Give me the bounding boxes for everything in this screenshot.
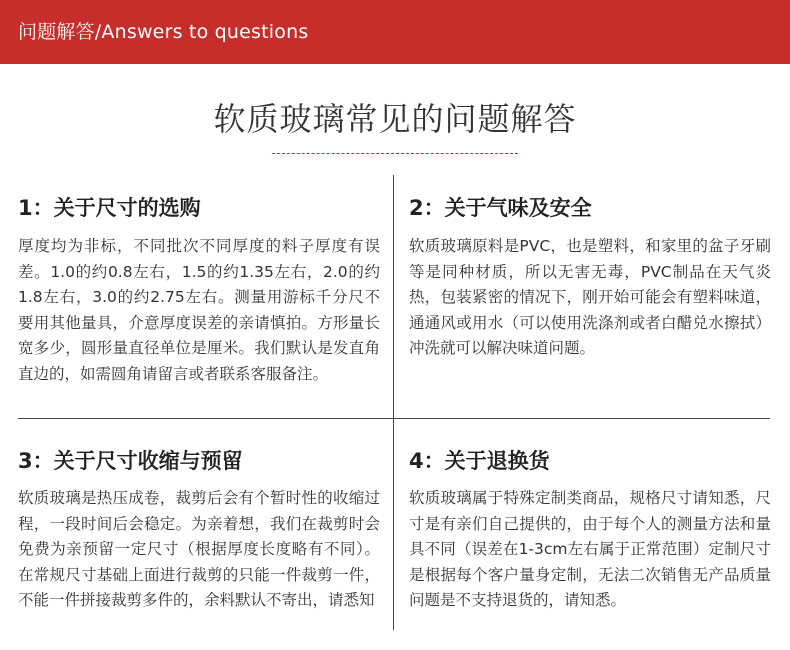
- vertical-divider: [393, 175, 394, 630]
- section-body-returns: 软质玻璃属于特殊定制类商品，规格尺寸请知悉，尺寸是有亲们自己提供的，由于每个人的测量方法和量具不同（误差在1-3cm左右属于正常范围）定制尺寸是根据每个客户量身定制，无法二次销售无产品质量问题是不支持退货的，请知悉。: [409, 489, 771, 609]
- section-body-odor-safety: 软质玻璃原料是PVC，也是塑料，和家里的盆子牙刷等是同种材质，所以无害无毒，PVC制品在天气炎热，包装紧密的情况下，刚开始可能会有塑料味道，通通风或用水（可以使用洗涤剂或者白醋兑水擦拭）冲洗就可以解决味道问题。: [409, 237, 771, 357]
- page-title: 软质玻璃常见的问题解答: [213, 100, 577, 138]
- header-title: 问题解答/Answers to questions: [18, 21, 309, 43]
- section-heading-returns: 4：关于退换货: [409, 449, 550, 473]
- header-bar: [0, 0, 790, 64]
- section-heading-shrinkage: 3：关于尺寸收缩与预留: [18, 449, 243, 473]
- horizontal-divider: [18, 418, 770, 419]
- section-body-shrinkage: 软质玻璃是热压成卷，裁剪后会有个暂时性的收缩过程，一段时间后会稳定。为亲着想，我们在裁剪时会免费为亲预留一定尺寸（根据厚度长度略有不同）。在常规尺寸基础上面进行裁剪的只能一件裁剪一件，不能一件拼接裁剪多件的，余料默认不寄出，请悉知: [18, 489, 380, 609]
- section-body-size-selection: 厚度均为非标，不同批次不同厚度的料子厚度有误差。1.0的约0.8左右，1.5的约1.35左右，2.0的约1.8左右，3.0的约2.75左右。测量用游标千分尺不要用其他量具，介意厚度误差的亲请慎拍。方形量长宽多少，圆形量直径单位是厘米。我们默认是发直角直边的，如需圆角请留言或者联系客服备注。: [18, 237, 380, 383]
- section-heading-size-selection: 1：关于尺寸的选购: [18, 196, 201, 220]
- title-divider: [272, 153, 518, 154]
- section-heading-odor-safety: 2：关于气味及安全: [409, 196, 592, 220]
